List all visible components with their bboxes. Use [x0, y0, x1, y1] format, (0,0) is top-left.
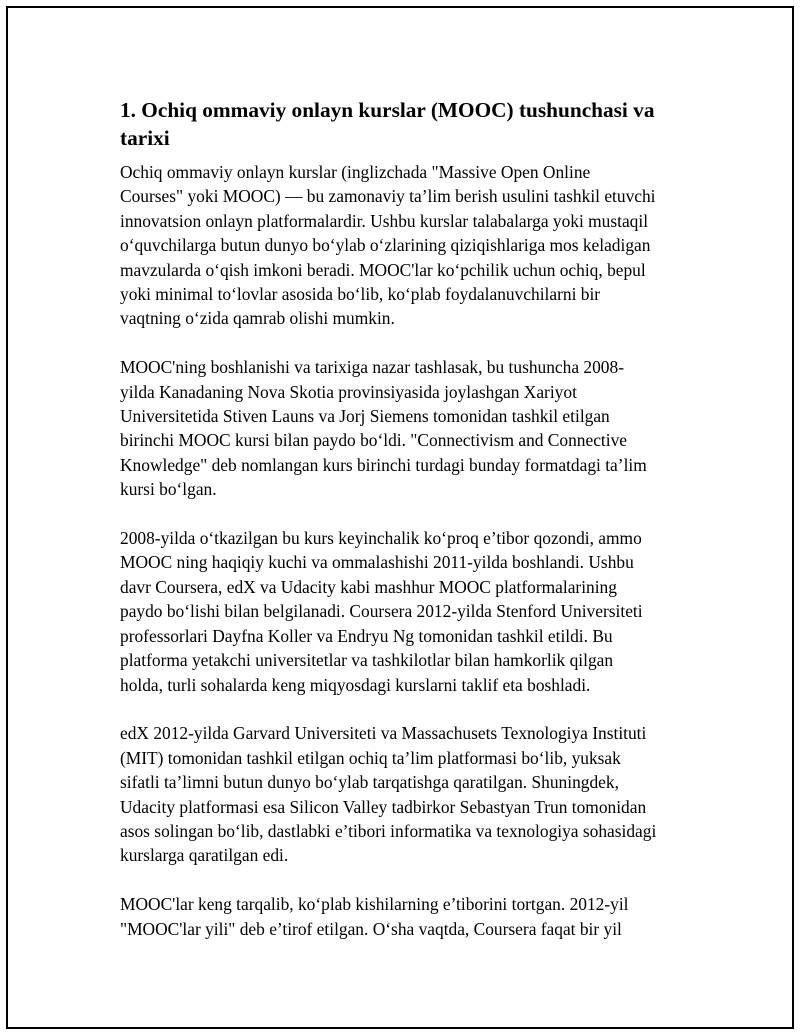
text-line: Udacity platformasi esa Silicon Valley tadbirkor Sebastyan Trun tomonidan	[120, 796, 647, 817]
heading-line: 1. Ochiq ommaviy onlayn kurslar (MOOC) tushunchasi va	[120, 98, 655, 122]
text-line: Courses" yoki MOOC) — bu zamonaviy ta’lim berish usulini tashkil etuvchi	[120, 186, 656, 207]
text-line: professorlari Dayfna Koller va Endryu Ng tomonidan tashkil etildi. Bu	[120, 625, 613, 646]
paragraph-mooc-growth	[120, 526, 700, 697]
text-line: yilda Kanadaning Nova Skotia provinsiyasida joylashgan Xariyot	[120, 381, 577, 402]
document-page	[6, 6, 794, 1029]
text-line: MOOC ning haqiqiy kuchi va ommalashishi 2011-yilda boshlandi. Ushbu	[120, 552, 634, 573]
text-line: paydo bo‘lishi bilan belgilanadi. Coursera 2012-yilda Stenford Universiteti	[120, 601, 643, 622]
text-line: sifatli ta’limni butun dunyo bo‘ylab tarqatishga qaratilgan. Shuningdek,	[120, 772, 619, 793]
text-line: vaqtning o‘zida qamrab olishi mumkin.	[120, 308, 395, 329]
paragraph-mooc-origin	[120, 355, 700, 501]
text-line: kurslarga qaratilgan edi.	[120, 845, 289, 866]
text-line: o‘quvchilarga butun dunyo bo‘ylab o‘zlarining qiziqishlariga mos keladigan	[120, 235, 651, 256]
text-line: davr Coursera, edX va Udacity kabi mashhur MOOC platformalarining	[120, 576, 617, 597]
paragraph-edx-udacity	[120, 721, 700, 867]
text-line: Universitetida Stiven Launs va Jorj Siemens tomonidan tashkil etilgan	[120, 406, 610, 427]
text-line: 2008-yilda o‘tkazilgan bu kurs keyinchalik ko‘proq e’tibor qozondi, ammo	[120, 528, 642, 549]
text-line: asos solingan bo‘lib, dastlabki e’tibori informatika va texnologiya sohasidagi	[120, 820, 657, 841]
text-line: birinchi MOOC kursi bilan paydo bo‘ldi. "Connectivism and Connective	[120, 430, 628, 451]
text-line: mavzularda o‘qish imkoni beradi. MOOC'lar ko‘pchilik uchun ochiq, bepul	[120, 259, 646, 280]
document-body	[120, 96, 700, 965]
text-line: MOOC'lar keng tarqalib, ko‘plab kishilarning e’tiborini tortgan. 2012-yil	[120, 894, 629, 915]
text-line: yoki minimal to‘lovlar asosida bo‘lib, ko‘plab foydalanuvchilarni bir	[120, 284, 601, 305]
text-line: (MIT) tomonidan tashkil etilgan ochiq ta’lim platformasi bo‘lib, yuksak	[120, 747, 621, 768]
section-heading	[120, 96, 700, 152]
paragraph-mooc-year	[120, 892, 700, 941]
text-line: "MOOC'lar yili" deb e’tirof etilgan. O‘sha vaqtda, Coursera faqat bir yil	[120, 918, 622, 939]
text-line: kursi bo‘lgan.	[120, 479, 217, 500]
text-line: Ochiq ommaviy onlayn kurslar (inglizchada "Massive Open Online	[120, 162, 591, 182]
text-line: Knowledge" deb nomlangan kurs birinchi turdagi bunday formatdagi ta’lim	[120, 454, 647, 475]
text-line: platforma yetakchi universitetlar va tashkilotlar bilan hamkorlik qilgan	[120, 650, 614, 671]
heading-line: tarixi	[120, 126, 170, 150]
text-line: MOOC'ning boshlanishi va tarixiga nazar tashlasak, bu tushuncha 2008-	[120, 357, 624, 378]
paragraph-mooc-definition	[120, 160, 700, 331]
text-line: holda, turli sohalarda keng miqyosdagi kurslarni taklif eta boshladi.	[120, 674, 591, 695]
text-line: innovatsion onlayn platformalardir. Ushbu kurslar talabalarga yoki mustaqil	[120, 210, 649, 231]
text-line: edX 2012-yilda Garvard Universiteti va Massachusets Texnologiya Instituti	[120, 723, 647, 744]
